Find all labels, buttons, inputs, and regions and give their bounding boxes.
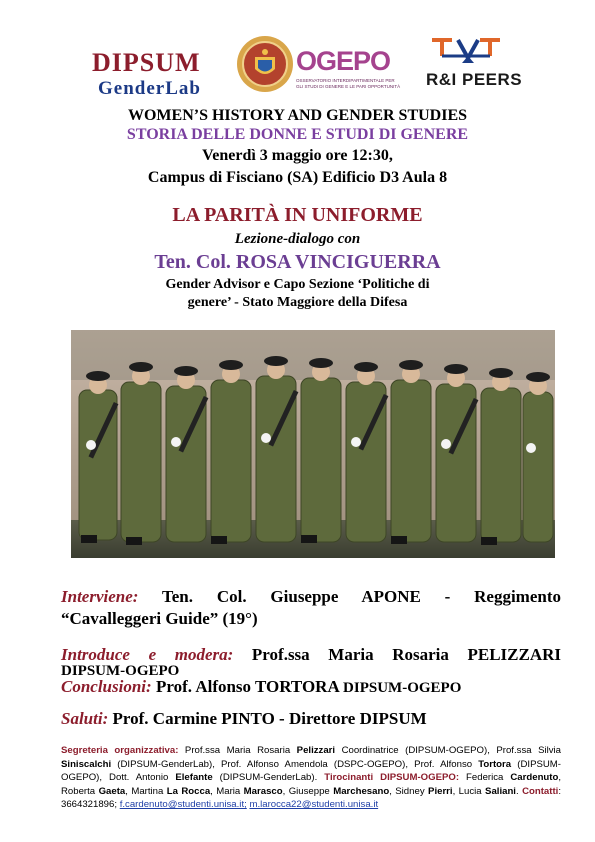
introduce-line-2: DIPSUM-OGEPO bbox=[61, 663, 180, 679]
interviene-line-2: “Cavalleggeri Guide” (19°) bbox=[61, 609, 258, 628]
footer-name: La Rocca bbox=[166, 785, 211, 797]
tirocinanti-label: Tirocinanti DIPSUM-OGEPO: bbox=[324, 772, 460, 783]
email-link-2[interactable]: m.larocca22@studenti.unisa.it bbox=[249, 799, 379, 810]
speaker-name: Ten. Col. ROSA VINCIGUERRA bbox=[154, 251, 441, 273]
interviene-line-1: Interviene: Ten. Col. Giuseppe APONE - Reggimento bbox=[61, 587, 561, 606]
introduce-text-1: Prof.ssa Maria Rosaria PELIZZARI bbox=[251, 645, 562, 664]
event-place: Campus di Fisciano (SA) Edificio D3 Aula 8 bbox=[147, 169, 448, 186]
ogepo-logo bbox=[296, 46, 406, 96]
conclusioni-label: Conclusioni bbox=[61, 677, 147, 696]
ri-peers-wordmark: R&I PEERS bbox=[426, 70, 523, 89]
footer-name: Pierri bbox=[428, 785, 453, 797]
genderlab-wordmark: GenderLab bbox=[98, 78, 201, 99]
footer-text: (DIPSUM-GenderLab), Prof. Alfonso Amendola (DSPC-OGEPO), Prof. Alfonso bbox=[111, 758, 479, 770]
footer-text: , Lucia bbox=[452, 785, 486, 797]
footer-name: Saliani bbox=[485, 785, 516, 797]
contatti-label: Contatti bbox=[522, 785, 559, 797]
interviene-label: Interviene bbox=[61, 587, 133, 606]
footer-text: . bbox=[515, 785, 519, 797]
dipsum-logo bbox=[92, 48, 232, 98]
ogepo-wordmark: OGEPO bbox=[296, 46, 391, 76]
segreteria-label: Segreteria organizzativa: bbox=[61, 745, 179, 756]
footer-text: Federica bbox=[459, 772, 511, 783]
footer-text: , Roberta bbox=[61, 772, 562, 797]
footer-text: , Giuseppe bbox=[282, 785, 334, 797]
introduce-label: Introduce e modera bbox=[61, 645, 228, 664]
university-seal-icon bbox=[236, 35, 294, 93]
ri-peers-logo bbox=[424, 36, 524, 96]
footer-text: Prof.ssa Maria Rosaria bbox=[184, 745, 297, 756]
conclusioni-name: Prof. Alfonso TORTORA bbox=[155, 677, 339, 696]
footer-text: , Sidney bbox=[389, 785, 429, 797]
footer-name: Marchesano bbox=[333, 785, 390, 797]
speaker-role-1: Gender Advisor e Capo Sezione ‘Politiche di bbox=[165, 277, 430, 292]
marching-soldiers-photo bbox=[71, 330, 555, 558]
interviene-text-1: Ten. Col. Giuseppe APONE - Reggimento bbox=[161, 587, 561, 606]
footer-name: Gaeta bbox=[98, 785, 126, 797]
conclusioni-org: DIPSUM-OGEPO bbox=[343, 680, 462, 696]
event-title: LA PARITÀ IN UNIFORME bbox=[172, 204, 423, 226]
logos-header bbox=[0, 30, 595, 100]
footer-text: Coordinatrice (DIPSUM-OGEPO), Prof.ssa Silvia bbox=[335, 745, 561, 756]
event-subtitle: Lezione-dialogo con bbox=[234, 231, 361, 247]
saluti-line: Saluti: Prof. Carmine PINTO - Direttore DIPSUM bbox=[61, 709, 427, 728]
footer-text: , Martina bbox=[125, 785, 167, 797]
footer-name: Tortora bbox=[478, 758, 512, 770]
ogepo-subtitle: OSSERVATORIO INTERDIPARTIMENTALE PER GLI STUDI DI GENERE E LE PARI OPPORTUNITÀ bbox=[296, 78, 401, 89]
footer-name: Elefante bbox=[175, 772, 213, 783]
contatti-phone: : 3664321896; bbox=[61, 785, 561, 810]
dipsum-wordmark: DIPSUM bbox=[92, 48, 201, 77]
saluti-label: Saluti bbox=[61, 709, 103, 728]
title-en: WOMEN’S HISTORY AND GENDER STUDIES bbox=[127, 107, 468, 124]
footer-credits bbox=[61, 744, 561, 812]
footer-text: (DIPSUM-OGEPO), Dott. Antonio bbox=[61, 758, 561, 783]
footer-text: (DIPSUM-GenderLab). bbox=[212, 772, 318, 783]
scales-icon bbox=[424, 36, 504, 70]
footer-name: Siniscalchi bbox=[61, 758, 112, 770]
footer-text: , Maria bbox=[210, 785, 244, 797]
speaker-role-2: genere’ - Stato Maggiore della Difesa bbox=[187, 295, 408, 310]
footer-name: Pelizzari bbox=[296, 745, 336, 756]
footer-name: Marasco bbox=[243, 785, 283, 797]
conclusioni-line: Conclusioni: Prof. Alfonso TORTORA DIPSUM-OGEPO bbox=[61, 677, 462, 696]
event-date: Venerdì 3 maggio ore 12:30, bbox=[202, 147, 393, 164]
introduce-line-1: Introduce e modera: Prof.ssa Maria Rosaria PELIZZARI bbox=[61, 645, 562, 664]
footer-name: Cardenuto bbox=[510, 772, 559, 783]
saluti-text: Prof. Carmine PINTO - Direttore DIPSUM bbox=[112, 709, 427, 728]
email-link-1[interactable]: f.cardenuto@studenti.unisa.it; bbox=[119, 799, 247, 810]
title-it: STORIA DELLE DONNE E STUDI DI GENERE bbox=[126, 126, 469, 143]
